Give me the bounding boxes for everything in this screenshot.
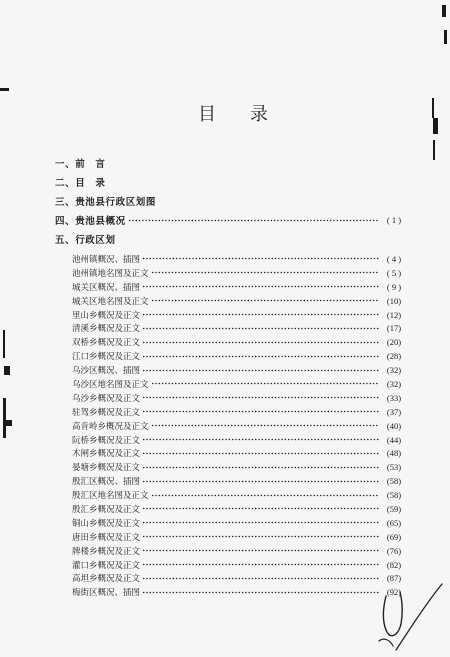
entry-label: 灌口乡概况及正文 bbox=[72, 560, 141, 571]
scan-mark bbox=[0, 88, 9, 91]
dot-leader bbox=[142, 466, 379, 469]
dot-leader bbox=[142, 507, 379, 510]
toc-entry bbox=[72, 571, 408, 585]
toc-entry bbox=[72, 544, 408, 558]
dot-leader bbox=[142, 521, 379, 524]
toc-section-map bbox=[55, 192, 408, 211]
dot-leader bbox=[128, 219, 379, 222]
scan-mark bbox=[444, 30, 447, 44]
page-number: (65) bbox=[386, 517, 402, 528]
page-title: 目 录 bbox=[198, 104, 276, 125]
entry-label: 殷汇乡概况及正文 bbox=[72, 504, 141, 515]
toc-entry bbox=[72, 377, 408, 391]
page-number: (17) bbox=[386, 323, 402, 334]
dot-leader bbox=[142, 452, 379, 455]
section-label: 四、贵池县概况 bbox=[55, 216, 126, 227]
toc-entry bbox=[72, 585, 408, 599]
entry-label: 铜山乡概况及正文 bbox=[72, 518, 141, 529]
section-label: 三、贵池县行政区划图 bbox=[55, 197, 157, 208]
entry-label: 乌沙乡概况及正文 bbox=[72, 393, 141, 404]
toc-entry bbox=[72, 266, 408, 280]
entry-label: 清溪乡概况及正文 bbox=[72, 324, 141, 335]
dot-leader bbox=[151, 299, 379, 302]
dot-leader bbox=[142, 535, 379, 538]
toc-entry bbox=[72, 558, 408, 572]
page-number: (37) bbox=[386, 406, 402, 417]
dot-leader bbox=[151, 424, 379, 427]
page-number: (32) bbox=[386, 378, 402, 389]
toc-section-contents bbox=[55, 173, 408, 192]
scan-mark bbox=[6, 420, 12, 426]
entry-label: 梅街区概况、插图 bbox=[72, 588, 141, 599]
toc-entries bbox=[72, 252, 408, 599]
page-number: (59) bbox=[386, 503, 402, 514]
entry-label: 驻驾乡概况及正文 bbox=[72, 407, 141, 418]
entry-label: 牌楼乡概况及正文 bbox=[72, 546, 141, 557]
page-number: (58) bbox=[386, 490, 402, 501]
section-label: 二、目 录 bbox=[55, 178, 106, 189]
dot-leader bbox=[151, 382, 379, 385]
entry-label: 晏塘乡概况及正文 bbox=[72, 463, 141, 474]
page-number: (53) bbox=[386, 462, 402, 473]
toc-sections bbox=[55, 154, 408, 249]
toc-entry bbox=[72, 460, 408, 474]
entry-label: 殷汇区概况、插图 bbox=[72, 477, 141, 488]
dot-leader bbox=[142, 285, 379, 288]
page-number: ( 9 ) bbox=[386, 281, 402, 292]
entry-label: 池州镇概况、插图 bbox=[72, 254, 141, 265]
toc-entry bbox=[72, 433, 408, 447]
page-number: (58) bbox=[386, 476, 402, 487]
entry-label: 江口乡概况及正文 bbox=[72, 352, 141, 363]
entry-label: 乌沙区概况、插图 bbox=[72, 366, 141, 377]
toc-entry bbox=[72, 446, 408, 460]
toc-section-divisions bbox=[55, 230, 408, 249]
toc-entry bbox=[72, 280, 408, 294]
entry-label: 木闸乡概况及正文 bbox=[72, 449, 141, 460]
page-number: (10) bbox=[386, 295, 402, 306]
toc-entry bbox=[72, 474, 408, 488]
page-number: (28) bbox=[386, 351, 402, 362]
dot-leader bbox=[142, 313, 379, 316]
entry-label: 高坦乡概况及正文 bbox=[72, 574, 141, 585]
entry-label: 乌沙区地名图及正文 bbox=[72, 379, 149, 390]
page-number: ( 1 ) bbox=[386, 215, 402, 225]
toc-entry bbox=[72, 349, 408, 363]
toc-entry bbox=[72, 335, 408, 349]
page-number: (44) bbox=[386, 434, 402, 445]
dot-leader bbox=[142, 396, 379, 399]
toc-entry bbox=[72, 419, 408, 433]
entry-label: 池州镇地名图及正文 bbox=[72, 268, 149, 279]
scan-mark bbox=[442, 5, 446, 17]
page-number: (12) bbox=[386, 309, 402, 320]
page-number: (87) bbox=[386, 573, 402, 584]
page-number: (40) bbox=[386, 420, 402, 431]
dot-leader bbox=[142, 341, 379, 344]
entry-label: 阮桥乡概况及正文 bbox=[72, 435, 141, 446]
toc-entry bbox=[72, 516, 408, 530]
page-number: ( 4 ) bbox=[386, 253, 402, 264]
section-label: 一、前 言 bbox=[55, 159, 106, 170]
toc-entry bbox=[72, 294, 408, 308]
scan-mark bbox=[4, 366, 10, 375]
scan-mark bbox=[3, 398, 6, 438]
entry-label: 双桥乡概况及正文 bbox=[72, 338, 141, 349]
toc-entry bbox=[72, 321, 408, 335]
entry-label: 唐田乡概况及正文 bbox=[72, 532, 141, 543]
dot-leader bbox=[151, 494, 379, 497]
page-number: (48) bbox=[386, 448, 402, 459]
toc-entry bbox=[72, 405, 408, 419]
toc-entry bbox=[72, 308, 408, 322]
toc-entry bbox=[72, 391, 408, 405]
page-number: (33) bbox=[386, 392, 402, 403]
toc-entry bbox=[72, 252, 408, 266]
section-label: 五、行政区划 bbox=[55, 235, 116, 246]
dot-leader bbox=[142, 369, 379, 372]
entry-label: 里山乡概况及正文 bbox=[72, 310, 141, 321]
entry-label: 城关区概况、插图 bbox=[72, 282, 141, 293]
toc-entry bbox=[72, 363, 408, 377]
dot-leader bbox=[142, 591, 379, 594]
page-number: (69) bbox=[386, 531, 402, 542]
page-number: (92) bbox=[386, 587, 402, 598]
dot-leader bbox=[142, 257, 379, 260]
scan-mark bbox=[433, 140, 435, 160]
toc-section-preface bbox=[55, 154, 408, 173]
page-number: (32) bbox=[386, 365, 402, 376]
dot-leader bbox=[151, 271, 379, 274]
entry-label: 高肯岭乡概况及正文 bbox=[72, 421, 149, 432]
dot-leader bbox=[142, 577, 379, 580]
dot-leader bbox=[142, 549, 379, 552]
dot-leader bbox=[142, 410, 379, 413]
dot-leader bbox=[142, 480, 379, 483]
scan-mark bbox=[3, 330, 5, 358]
entry-label: 城关区地名图及正文 bbox=[72, 296, 149, 307]
dot-leader bbox=[142, 327, 379, 330]
entry-label: 殷汇区地名图及正文 bbox=[72, 491, 149, 502]
dot-leader bbox=[142, 563, 379, 566]
page-number: (76) bbox=[386, 545, 402, 556]
scan-mark bbox=[432, 98, 434, 118]
page-number: (20) bbox=[386, 337, 402, 348]
page-number: ( 5 ) bbox=[386, 267, 402, 278]
toc-entry bbox=[72, 502, 408, 516]
dot-leader bbox=[142, 355, 379, 358]
toc-entry bbox=[72, 488, 408, 502]
dot-leader bbox=[142, 438, 379, 441]
toc-entry bbox=[72, 530, 408, 544]
scan-mark bbox=[433, 118, 438, 134]
toc-section-county-overview bbox=[55, 211, 408, 230]
page-number: (82) bbox=[386, 559, 402, 570]
